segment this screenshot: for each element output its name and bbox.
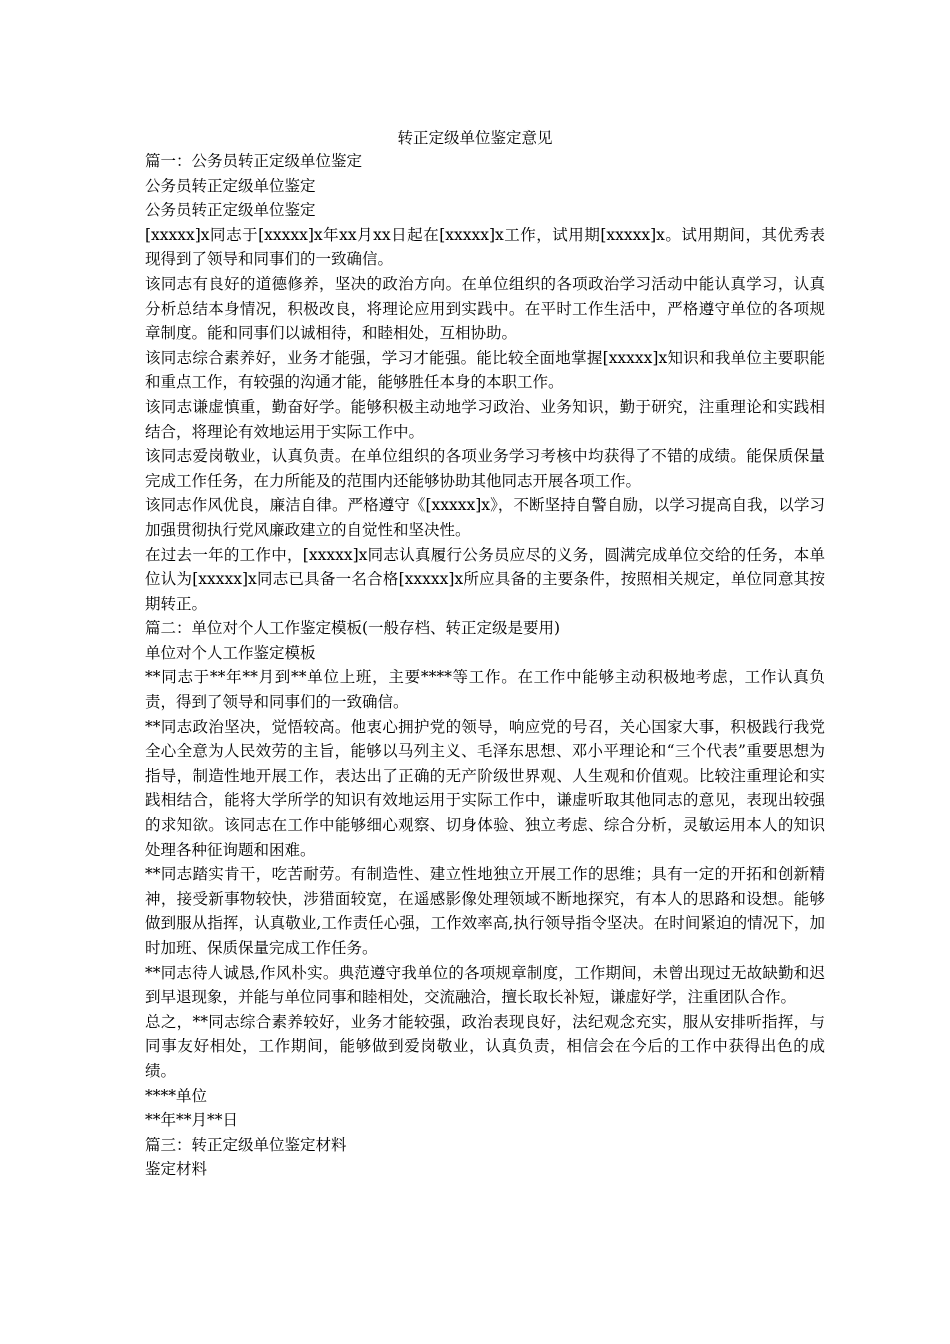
section-heading: 篇三：转正定级单位鉴定材料 [145, 1135, 347, 1154]
paragraph: **同志于**年**月到**单位上班，主要****等工作。在工作中能够主动积极地考虑，工作认真负责，得到了领导和同事们的一致确信。 [145, 668, 825, 712]
section-heading: 篇一：公务员转正定级单位鉴定 [145, 152, 363, 170]
signature-unit: ****单位 [145, 1086, 208, 1105]
document-title: 转正定级单位鉴定意见 [397, 129, 553, 147]
paragraph: 该同志综合素养好，业务才能强，学习才能强。能比较全面地掌握[xxxxx]x知识和我单位主要职能和重点工作，有较强的沟通才能，能够胜任本身的本职工作。 [145, 348, 825, 392]
subheading: 鉴定材料 [145, 1160, 208, 1179]
paragraph: **同志踏实肯干，吃苦耐劳。有制造性、建立性地独立开展工作的思维；具有一定的开拓和创新精神，接受新事物较快，涉猎面较宽，在遥感影像处理领域不断地探究，有本人的思路和设想。能够做到服从指挥，认真敬业,工作责任心强，工作效率高,执行领导指令坚决。在时间紧迫的情况下，加时加班、保质保量完成工作任务。 [145, 865, 825, 957]
paragraph: [xxxxx]x同志于[xxxxx]x年xx月xx日起在[xxxxx]x工作，试用期[xxxxx]x。试用期间，其优秀表现得到了领导和同事们的一致确信。 [145, 225, 825, 269]
paragraph: 在过去一年的工作中，[xxxxx]x同志认真履行公务员应尽的义务，圆满完成单位交给的任务，本单位认为[xxxxx]x同志已具备一名合格[xxxxx]x所应具备的主要条件，按照相关规定，单位同意其按期转正。 [145, 545, 825, 613]
paragraph: 该同志谦虚慎重，勤奋好学。能够积极主动地学习政治、业务知识，勤于研究，注重理论和实践相结合，将理论有效地运用于实际工作中。 [145, 397, 825, 441]
signature-date: **年**月**日 [145, 1111, 239, 1130]
paragraph: 该同志有良好的道德修养，坚决的政治方向。在单位组织的各项政治学习活动中能认真学习，认真分析总结本身情况，积极改良，将理论应用到实践中。在平时工作生活中，严格遵守单位的各项规章制度。能和同事们以诚相待，和睦相处，互相协助。 [145, 274, 825, 343]
paragraph: **同志待人诚恳,作风朴实。典范遵守我单位的各项规章制度，工作期间，未曾出现过无故缺勤和迟到早退现象，并能与单位同事和睦相处，交流融洽，擅长取长补短，谦虚好学，注重团队合作。 [145, 963, 825, 1007]
subheading: 公务员转正定级单位鉴定 [145, 176, 316, 195]
section-heading: 篇二：单位对个人工作鉴定模板(一般存档、转正定级是要用) [145, 619, 561, 638]
subheading: 公务员转正定级单位鉴定 [145, 201, 316, 220]
paragraph: 该同志作风优良，廉洁自律。严格遵守《[xxxxx]x》，不断坚持自警自励，以学习提高自我，以学习加强贯彻执行党风廉政建立的自觉性和坚决性。 [145, 496, 825, 539]
paragraph: 该同志爱岗敬业，认真负责。在单位组织的各项业务学习考核中均获得了不错的成绩。能保质保量完成工作任务，在力所能及的范围内还能够协助其他同志开展各项工作。 [145, 447, 825, 490]
paragraph: **同志政治坚决，觉悟较高。他衷心拥护党的领导，响应党的号召，关心国家大事，积极践行我党全心全意为人民效劳的主旨，能够以马列主义、毛泽东思想、邓小平理论和“三个代表”重要思想为指导，制造性地开展工作，表达出了正确的无产阶级世界观、人生观和价值观。比较注重理论和实践相结合，能将大学所学的知识有效地运用于实际工作中，谦虚听取其他同志的意见，表现出较强的求知欲。该同志在工作中能够细心观察、切身体验、独立考虑、综合分析，灵敏运用本人的知识处理各种征询题和困难。 [145, 717, 825, 859]
subheading: 单位对个人工作鉴定模板 [145, 643, 316, 662]
document-body [145, 149, 825, 1182]
paragraph: 总之，**同志综合素养较好，业务才能较强，政治表现良好，法纪观念充实，服从安排听指挥，与同事友好相处，工作期间，能够做到爱岗敬业，认真负责，相信会在今后的工作中获得出色的成绩。 [145, 1012, 825, 1080]
